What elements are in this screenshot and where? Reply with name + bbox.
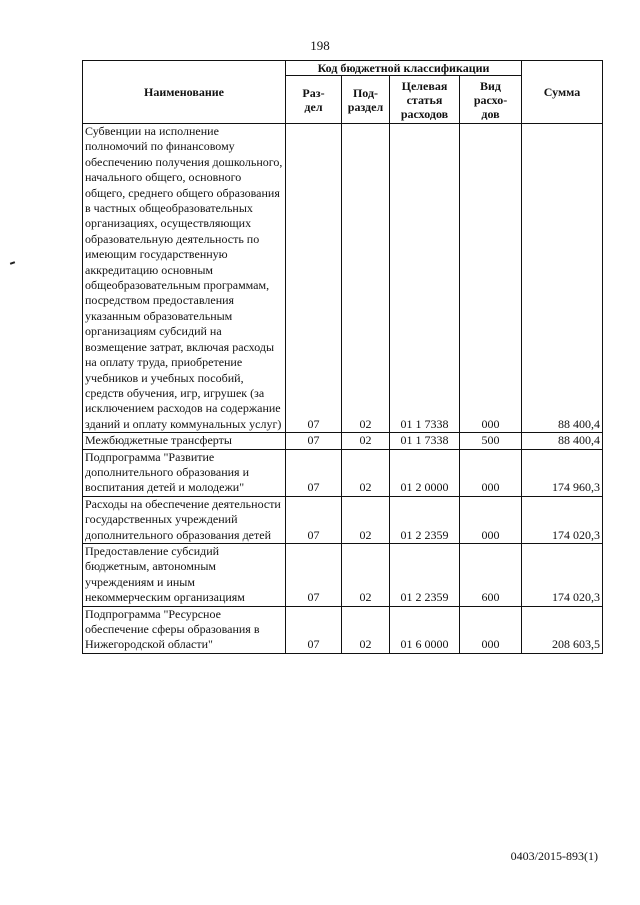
header-sum: Сумма [522, 61, 603, 124]
stray-mark [10, 261, 15, 265]
row-subsection: 02 [342, 124, 390, 433]
row-expense-type: 000 [460, 449, 522, 496]
row-target: 01 2 2359 [390, 543, 460, 606]
row-subsection: 02 [342, 496, 390, 543]
row-name: Предоставление субсидий бюджетным, автономным учреждениям и иным некоммерческим организациям [83, 543, 286, 606]
row-section: 07 [286, 433, 342, 449]
header-name: Наименование [83, 61, 286, 124]
row-target: 01 2 2359 [390, 496, 460, 543]
row-subsection: 02 [342, 433, 390, 449]
header-subsection: Под- раздел [342, 76, 390, 124]
header-code-group: Код бюджетной классификации [286, 61, 522, 76]
budget-table [82, 60, 603, 654]
row-target: 01 1 7338 [390, 124, 460, 433]
row-expense-type: 500 [460, 433, 522, 449]
row-section: 07 [286, 543, 342, 606]
row-name: Расходы на обеспечение деятельности государственных учреждений дополнительного образования детей [83, 496, 286, 543]
table-row [83, 124, 603, 433]
row-name: Подпрограмма "Развитие дополнительного образования и воспитания детей и молодежи" [83, 449, 286, 496]
row-sum: 174 020,3 [522, 496, 603, 543]
row-name: Субвенции на исполнение полномочий по финансовому обеспечению получения дошкольного, начального общего, основного общего, среднего общего образования в частных общеобразовательных организациях, осуществляющих образовательную деятельность по имеющим государственную аккредитацию основным общеобразовательным программам, посредством предоставления указанным образовательным организациям субсидий на возмещение затрат, включая расходы на оплату труда, приобретение учебников и учебных пособий, средств обучения, игр, игрушек (за исключением расходов на содержание зданий и оплату коммунальных услуг) [83, 124, 286, 433]
document-code: 0403/2015-893(1) [510, 849, 598, 863]
row-sum: 208 603,5 [522, 606, 603, 653]
table-row [83, 543, 603, 606]
row-name: Межбюджетные трансферты [83, 433, 286, 449]
row-section: 07 [286, 606, 342, 653]
table-row [83, 449, 603, 496]
header-section: Раз- дел [286, 76, 342, 124]
row-sum: 88 400,4 [522, 433, 603, 449]
row-name: Подпрограмма "Ресурсное обеспечение сферы образования в Нижегородской области" [83, 606, 286, 653]
row-expense-type: 600 [460, 543, 522, 606]
row-sum: 174 960,3 [522, 449, 603, 496]
header-target: Целевая статья расходов [390, 76, 460, 124]
row-target: 01 1 7338 [390, 433, 460, 449]
row-subsection: 02 [342, 449, 390, 496]
row-subsection: 02 [342, 606, 390, 653]
table-row [83, 606, 603, 653]
table-row [83, 433, 603, 449]
row-target: 01 2 0000 [390, 449, 460, 496]
page-number: 198 [310, 38, 330, 53]
row-expense-type: 000 [460, 606, 522, 653]
row-sum: 88 400,4 [522, 124, 603, 433]
row-expense-type: 000 [460, 496, 522, 543]
row-target: 01 6 0000 [390, 606, 460, 653]
row-expense-type: 000 [460, 124, 522, 433]
table-row [83, 496, 603, 543]
header-expense-type: Вид расхо- дов [460, 76, 522, 124]
row-sum: 174 020,3 [522, 543, 603, 606]
row-section: 07 [286, 124, 342, 433]
row-section: 07 [286, 496, 342, 543]
row-section: 07 [286, 449, 342, 496]
row-subsection: 02 [342, 543, 390, 606]
